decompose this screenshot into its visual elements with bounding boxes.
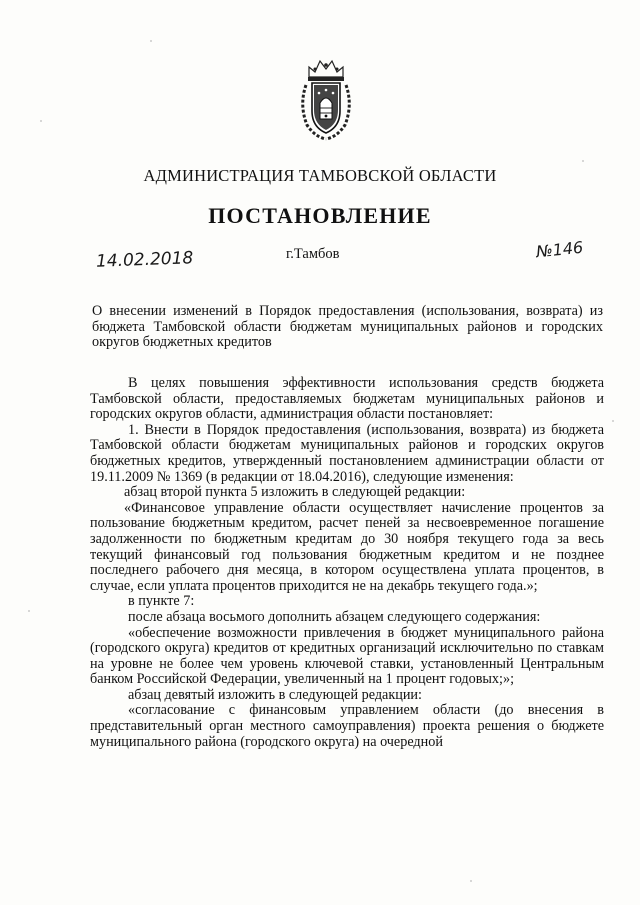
paragraph: «согласование с финансовым управлением области (до внесения в представительный орган местного самоуправления) проекта решения о бюджете муниципального района (городского округа) на очередной — [90, 702, 604, 750]
scan-speck — [470, 880, 472, 882]
paragraph: абзац девятый изложить в следующей редакции: — [128, 686, 422, 703]
paragraph: после абзаца восьмого дополнить абзацем следующего содержания: — [128, 608, 541, 625]
handwritten-document-number: №146 — [535, 237, 585, 262]
paragraph: в пункте 7: — [128, 593, 195, 610]
tambov-coat-of-arms-emblem — [296, 55, 356, 141]
scan-speck — [150, 40, 152, 42]
paragraph: абзац второй пункта 5 изложить в следующей редакции: — [124, 484, 466, 501]
paragraph: 1. Внести в Порядок предоставления (использования, возврата) из бюджета Тамбовской области бюджетам муниципальных районов и городских округов бюджетных кредитов, утвержденный постановлением администрации области от 19.11.2009 № 1369 (в редакции от 18.04.2016), следующие изменения: — [90, 421, 604, 485]
scan-speck — [40, 120, 42, 122]
paragraph: «обеспечение возможности привлечения в бюджет муниципального района (городского округа) кредитов от кредитных организаций исключительно по ставкам на уровне не более чем уровень ключевой ставки, установленный Центральным банком Российской Федерации, увеличенный на 1 процент годовых;»; — [90, 624, 604, 688]
handwritten-date: 14.02.2018 — [95, 248, 194, 272]
document-body — [90, 376, 604, 750]
paragraph: В целях повышения эффективности использования средств бюджета Тамбовской области, предоставляемых бюджетам муниципальных районов и городских округов области, администрация области постановляет: — [90, 375, 604, 423]
document-type-title: ПОСТАНОВЛЕНИЕ — [208, 203, 432, 228]
paragraph: «Финансовое управление области осуществляет начисление процентов за пользование бюджетным кредитом, расчет пеней за несвоевременное погашение задолженности по бюджетным кредитам до 30 ноября текущего года за весь текущий финансовый год пользования бюджетным кредитом и не позднее последнего рабочего дня месяца, в котором осуществлена уплата процентов, в случае, если уплата процентов приходится не на декабрь текущего года.»; — [90, 499, 604, 594]
scan-speck — [612, 420, 614, 422]
organization-name: АДМИНИСТРАЦИЯ ТАМБОВСКОЙ ОБЛАСТИ — [143, 166, 497, 185]
scan-speck — [582, 160, 584, 162]
city-label: г.Тамбов — [286, 246, 340, 262]
scan-speck — [28, 610, 30, 612]
document-subject: О внесении изменений в Порядок предоставления (использования, возврата) из бюджета Тамбовской области бюджетам муниципальных районов и городских округов бюджетных кредитов — [92, 303, 603, 350]
